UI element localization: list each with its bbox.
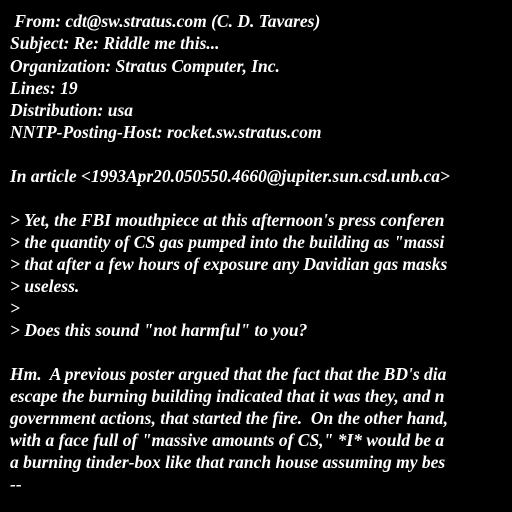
header-lines: Lines: 19: [10, 78, 78, 98]
reply-line: escape the burning building indicated that it was they, and n: [10, 386, 445, 406]
signature-separator: --: [10, 474, 22, 494]
quoted-line: > Does this sound "not harmful" to you?: [10, 320, 308, 340]
quoted-line: > useless.: [10, 276, 80, 296]
quoted-line: > Yet, the FBI mouthpiece at this afternoon's press conferen: [10, 210, 445, 230]
quoted-line: >: [10, 298, 20, 318]
reply-line: government actions, that started the fire. On the other hand,: [10, 408, 449, 428]
header-from: From: cdt@sw.stratus.com (C. D. Tavares): [10, 11, 321, 31]
reply-line: with a face full of "massive amounts of CS," *I* would be a: [10, 430, 445, 450]
reply-line: Hm. A previous poster argued that the fact that the BD's dia: [10, 364, 447, 384]
quoted-line: > the quantity of CS gas pumped into the building as "massi: [10, 232, 445, 252]
header-nntp-posting-host: NNTP-Posting-Host: rocket.sw.stratus.com: [10, 122, 322, 142]
quoted-line: > that after a few hours of exposure any Davidian gas masks: [10, 254, 448, 274]
article-attribution: In article <1993Apr20.050550.4660@jupiter.sun.csd.unb.ca>: [10, 166, 450, 186]
header-organization: Organization: Stratus Computer, Inc.: [10, 56, 280, 76]
header-subject: Subject: Re: Riddle me this...: [10, 33, 220, 53]
header-distribution: Distribution: usa: [10, 100, 134, 120]
reply-line: a burning tinder-box like that ranch house assuming my bes: [10, 452, 446, 472]
